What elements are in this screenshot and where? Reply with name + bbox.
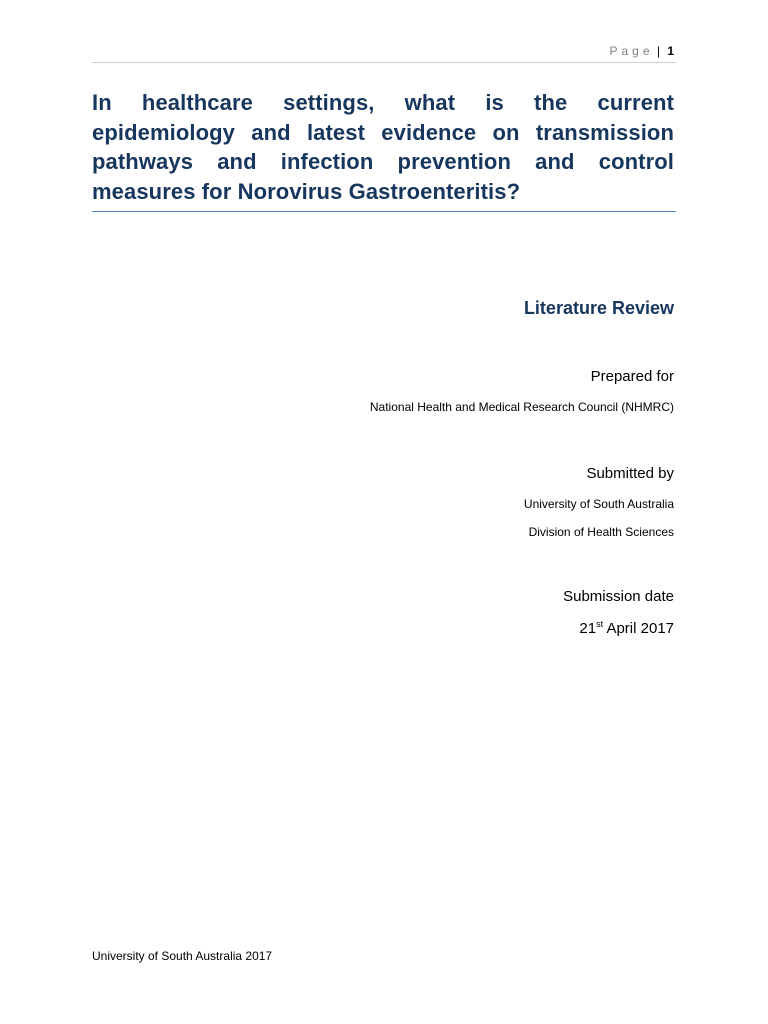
submission-date-value [579, 620, 674, 637]
page-number-value: 1 [667, 44, 674, 58]
page-header [92, 40, 676, 63]
submission-date-day: 21 [579, 620, 597, 637]
submission-date-month-year: April 2017 [606, 620, 674, 637]
submitted-by-university: University of South Australia [523, 497, 674, 511]
document-type: Literature Review [523, 298, 674, 318]
page-word: Page [609, 44, 654, 58]
page-separator: | [656, 44, 660, 58]
footer-text: University of South Australia 2017 [92, 949, 273, 963]
submitted-by-division: Division of Health Sciences [528, 525, 674, 539]
submission-date-suffix: st [596, 619, 604, 629]
submission-date-label: Submission date [563, 588, 674, 605]
title-divider [92, 211, 676, 212]
prepared-for-label: Prepared for [590, 368, 674, 385]
document-title: In healthcare settings, what is the current epidemiology and latest evidence on transmission pathways and infection prevention and control measures for Norovirus Gastroenteritis? [92, 90, 674, 204]
page-number [609, 44, 674, 58]
prepared-for-value: National Health and Medical Research Council (NHMRC) [369, 400, 674, 414]
submitted-by-label: Submitted by [586, 465, 674, 482]
